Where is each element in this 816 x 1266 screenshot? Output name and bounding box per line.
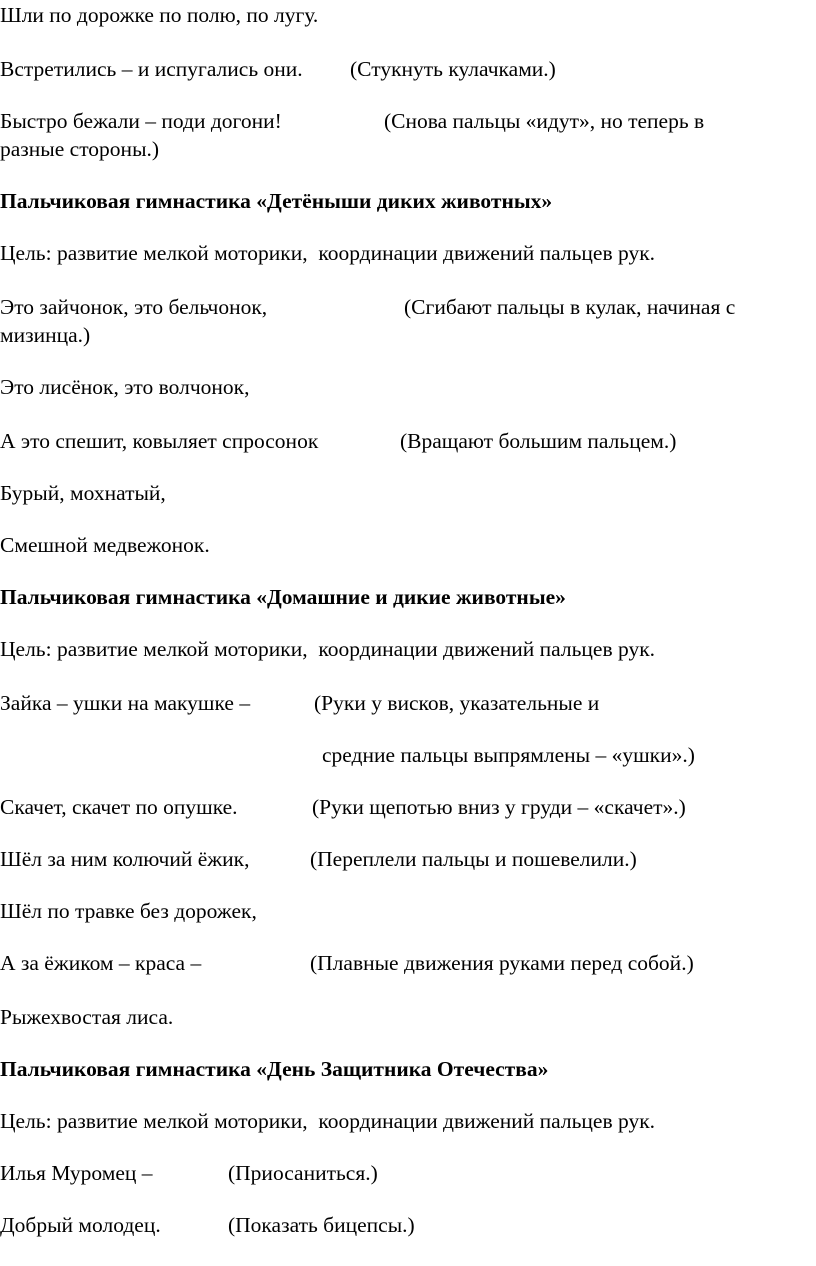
text-line	[0, 690, 600, 716]
text-line	[0, 294, 736, 320]
line-text: Смешной медвежонок.	[0, 533, 210, 557]
text-line	[0, 136, 159, 162]
instruction-note: (Стукнуть кулачками.)	[350, 57, 556, 81]
instruction-note: (Показать бицепсы.)	[228, 1213, 415, 1237]
line-text: А это спешит, ковыляет спросонок	[0, 429, 319, 453]
line-text: Шёл по травке без дорожек,	[0, 899, 257, 923]
heading-text: Пальчиковая гимнастика «Детёныши диких животных»	[0, 189, 553, 213]
line-text: Встретились – и испугались они.	[0, 57, 303, 81]
line-text: Цель: развитие мелкой моторики, координации движений пальцев рук.	[0, 1109, 656, 1133]
text-line	[0, 846, 637, 872]
section-heading	[0, 1056, 548, 1082]
instruction-note: (Переплели пальцы и пошевелили.)	[310, 847, 637, 871]
line-text: Шли по дорожке по полю, по лугу.	[0, 3, 319, 27]
line-text: Зайка – ушки на макушке –	[0, 691, 251, 715]
text-line	[0, 1004, 173, 1030]
text-line	[0, 322, 90, 348]
line-text: Цель: развитие мелкой моторики, координации движений пальцев рук.	[0, 637, 656, 661]
text-line	[0, 2, 318, 28]
text-line	[0, 532, 210, 558]
section-heading	[0, 584, 566, 610]
text-line	[0, 108, 705, 134]
text-line	[0, 1108, 655, 1134]
instruction-note: (Вращают большим пальцем.)	[400, 429, 677, 453]
text-line	[0, 1160, 378, 1186]
line-text: Рыжехвостая лиса.	[0, 1005, 174, 1029]
section-heading	[0, 188, 552, 214]
instruction-note: (Приосаниться.)	[228, 1161, 378, 1185]
line-text: мизинца.)	[0, 323, 91, 347]
line-text: Это зайчонок, это бельчонок,	[0, 295, 268, 319]
text-line	[0, 950, 694, 976]
line-text: Илья Муромец –	[0, 1161, 153, 1185]
text-line	[0, 374, 250, 400]
line-text: Это лисёнок, это волчонок,	[0, 375, 250, 399]
instruction-note: (Руки щепотью вниз у груди – «скачет».)	[312, 795, 686, 819]
heading-text: Пальчиковая гимнастика «Домашние и дикие животные»	[0, 585, 566, 609]
text-line	[0, 480, 166, 506]
line-text: разные стороны.)	[0, 137, 160, 161]
heading-text: Пальчиковая гимнастика «День Защитника Отечества»	[0, 1057, 549, 1081]
instruction-note: (Сгибают пальцы в кулак, начиная с	[404, 295, 736, 319]
text-line	[0, 898, 257, 924]
line-text: Бурый, мохнатый,	[0, 481, 166, 505]
line-text: Шёл за ним колючий ёжик,	[0, 847, 250, 871]
instruction-note: (Плавные движения руками перед собой.)	[310, 951, 694, 975]
text-line	[0, 240, 655, 266]
instruction-note: (Руки у висков, указательные и	[314, 691, 600, 715]
text-line	[0, 636, 655, 662]
line-text: Скачет, скачет по опушке.	[0, 795, 238, 819]
line-text: Быстро бежали – поди догони!	[0, 109, 282, 133]
instruction-note: (Снова пальцы «идут», но теперь в	[384, 109, 705, 133]
line-text: Цель: развитие мелкой моторики, координации движений пальцев рук.	[0, 241, 656, 265]
text-line	[0, 428, 677, 454]
text-line	[0, 56, 556, 82]
instruction-note: средние пальцы выпрямлены – «ушки».)	[322, 743, 695, 767]
line-text: Добрый молодец.	[0, 1213, 161, 1237]
line-text: А за ёжиком – краса –	[0, 951, 202, 975]
text-line	[0, 1212, 415, 1238]
text-line	[0, 794, 686, 820]
